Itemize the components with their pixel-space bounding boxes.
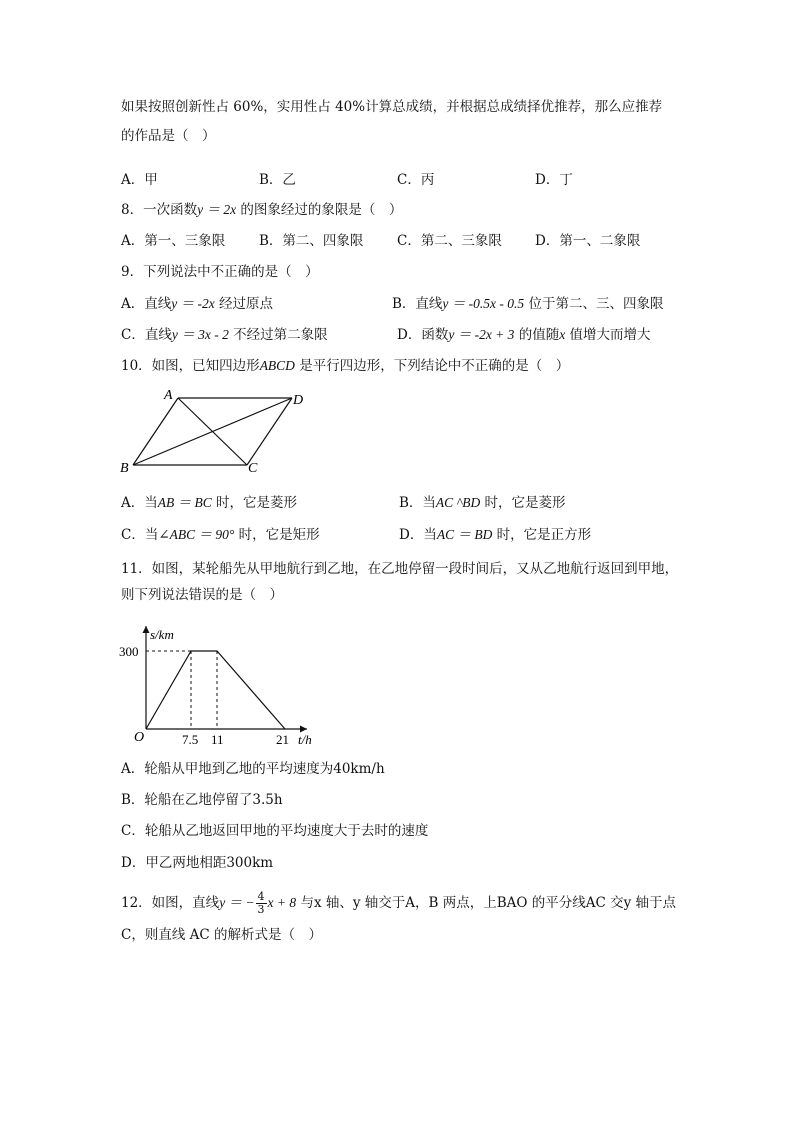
q10-option-b [399, 494, 566, 512]
q10-option-c [121, 526, 320, 544]
q8-option-d: D．第一、二象限 [535, 233, 641, 249]
q11-option-c: C．轮船从乙地返回甲地的平均速度大于去时的速度 [121, 823, 429, 839]
q10-suffix: 是平行四边形，下列结论中不正确的是（ ） [294, 358, 570, 374]
q11-stem-line-2: 则下列说法错误的是（ ） [121, 587, 283, 603]
q9-option-c-post: 不经过第二象限 [228, 327, 328, 343]
q10-shape: ABCD [259, 358, 295, 373]
q8-option-b: B．第二、四象限 [259, 233, 364, 249]
intro-option-c: C．丙 [397, 172, 435, 188]
q9-option-d-post2: 值增大而增大 [565, 327, 651, 343]
q10-option-a-formula: AB ＝ BC [157, 495, 212, 510]
q10-option-b-pre: B．当 [399, 495, 436, 511]
vertex-label-d: D [293, 393, 304, 408]
q12-prefix: 12．如图，直线 [121, 895, 220, 911]
q10-option-c-post: 时，它是矩形 [234, 527, 320, 543]
q9-option-c [121, 326, 328, 344]
x-tick-7-5: 7.5 [182, 732, 199, 747]
q8-option-c: C．第二、三象限 [397, 233, 502, 249]
q9-option-a-formula: y ＝ -2x [171, 296, 215, 311]
q12-fraction [256, 891, 267, 916]
q10-option-c-formula: ∠ABC ＝ 90° [158, 527, 235, 542]
q12-stem-line-2: C，则直线 AC 的解析式是（ ） [121, 927, 322, 943]
q10-option-b-post: 时，它是菱形 [480, 495, 566, 511]
q10-option-b-formula: AC ^BD [435, 495, 481, 510]
q11-option-b: B．轮船在乙地停留了3.5h [121, 792, 283, 808]
q9-option-a-pre: A．直线 [121, 296, 172, 312]
q12-frac-num: 4 [257, 890, 265, 903]
q8-suffix: 的图象经过的象限是（ ） [236, 202, 403, 218]
q9-option-d-pre: D．函数 [397, 327, 449, 343]
q9-option-c-formula: y ＝ 3x - 2 [171, 327, 229, 342]
q12-stem-line-1 [121, 891, 676, 916]
x-axis-label: t/h [298, 732, 312, 747]
q9-option-d-post: 的值随 [514, 327, 560, 343]
q10-option-a-post: 时，它是菱形 [211, 495, 298, 511]
q9-option-d-formula: y ＝ -2x + 3 [448, 327, 515, 342]
distance-time-graph [114, 620, 324, 748]
intro-option-a: A．甲 [121, 172, 158, 188]
vertex-label-c: C [248, 461, 258, 476]
q9-option-b-post: 位于第二、三、四象限 [524, 296, 664, 312]
journey-line [146, 651, 285, 729]
q10-option-c-pre: C．当 [121, 527, 159, 543]
q9-option-d [397, 326, 651, 344]
parallelogram-figure [112, 382, 322, 478]
q9-option-b-pre: B．直线 [392, 296, 443, 312]
q10-option-d-pre: D．当 [399, 527, 437, 543]
q10-stem [121, 357, 569, 375]
diagonal-bd [133, 398, 292, 465]
q12-formula-pre: y ＝ − [219, 895, 255, 910]
q10-option-d-formula: AC ＝ BD [436, 527, 493, 542]
q12-frac-den: 3 [257, 903, 265, 916]
q9-option-b [392, 295, 663, 313]
intro-line-2: 的作品是（ ） [121, 128, 216, 144]
vertex-label-a: A [164, 388, 173, 403]
q11-option-d: D．甲乙两地相距300km [121, 855, 274, 871]
q9-option-b-formula: y ＝ -0.5x - 0.5 [442, 296, 525, 311]
intro-option-b: B．乙 [259, 172, 296, 188]
q9-option-d-var: x [559, 327, 566, 342]
y-axis-label: s/km [150, 627, 174, 642]
q9-option-a [121, 295, 273, 313]
q8-formula: y ＝ 2x [197, 202, 237, 217]
q12-mid: 与x 轴、y 轴交于A，B 两点，上BAO 的平分线AC 交y 轴于点 [296, 895, 677, 911]
q9-stem: 9．下列说法中不正确的是（ ） [121, 264, 319, 280]
y-tick-300: 300 [119, 644, 139, 659]
q8-option-a: A．第一、三象限 [121, 233, 226, 249]
x-tick-21: 21 [276, 732, 289, 747]
q8-prefix: 8．一次函数 [121, 202, 198, 218]
q8-stem [121, 201, 402, 219]
vertex-label-b: B [120, 461, 129, 476]
q10-option-d [399, 526, 591, 544]
q9-option-c-pre: C．直线 [121, 327, 172, 343]
intro-option-d: D．丁 [535, 172, 573, 188]
origin-label: O [134, 730, 145, 745]
x-tick-11: 11 [211, 732, 224, 747]
intro-line-1: 如果按照创新性占 60%，实用性占 40%计算总成绩，并根据总成绩择优推荐，那么应推荐 [121, 99, 663, 115]
q10-option-a [121, 494, 297, 512]
q11-option-a: A．轮船从甲地到乙地的平均速度为40km/h [121, 761, 385, 777]
q10-option-d-post: 时，它是正方形 [492, 527, 592, 543]
q10-option-a-pre: A．当 [121, 495, 158, 511]
q9-option-a-post: 经过原点 [214, 296, 274, 312]
q11-stem-line-1: 11．如图，某轮船先从甲地航行到乙地，在乙地停留一段时间后，又从乙地航行返回到甲地， [121, 561, 679, 577]
q10-prefix: 10．如图，已知四边形 [121, 358, 260, 374]
q12-formula-post: x + 8 [267, 895, 297, 910]
